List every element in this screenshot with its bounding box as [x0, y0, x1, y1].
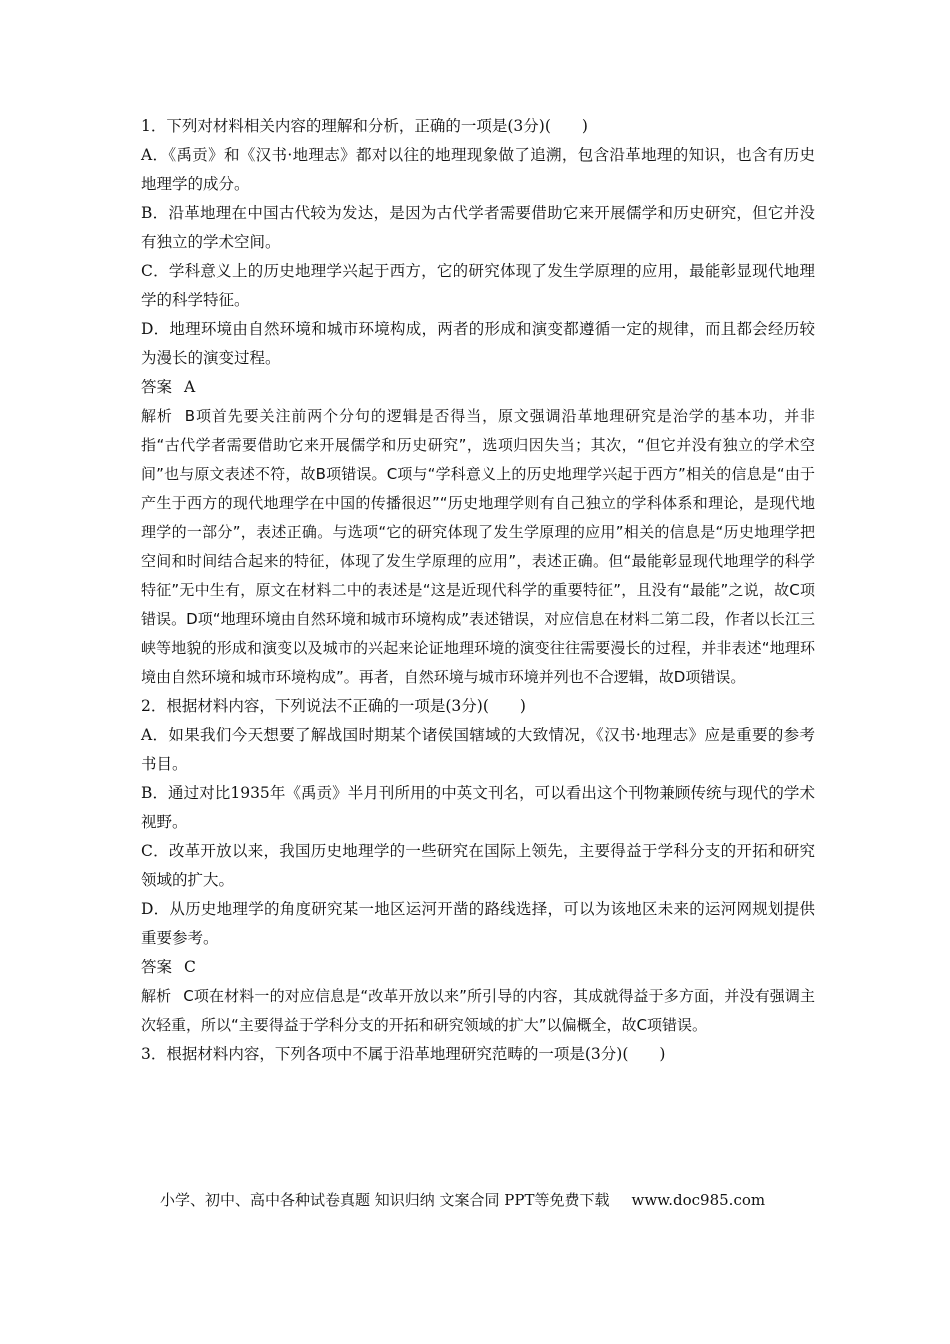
analysis-label: 解析: [141, 407, 173, 425]
answer-value: C: [184, 958, 196, 976]
question-2-answer: [141, 953, 815, 982]
question-2-option-d: D．从历史地理学的角度研究某一地区运河开凿的路线选择，可以为该地区未来的运河网规划提供重要参考。: [141, 900, 815, 947]
question-2-option-a: A．如果我们今天想要了解战国时期某个诸侯国辖域的大致情况，《汉书·地理志》应是重要的参考书目。: [141, 726, 815, 773]
question-2-option-b: B．通过对比1935年《禹贡》半月刊所用的中英文刊名，可以看出这个刊物兼顾传统与现代的学术视野。: [141, 784, 815, 831]
question-2-analysis: [141, 982, 815, 1040]
question-1-option-b: B．沿革地理在中国古代较为发达，是因为古代学者需要借助它来开展儒学和历史研究，但它并没有独立的学术空间。: [141, 204, 815, 251]
question-2-option-c: C．改革开放以来，我国历史地理学的一些研究在国际上领先，主要得益于学科分支的开拓和研究领域的扩大。: [141, 842, 815, 889]
analysis-label: 解析: [141, 987, 172, 1005]
answer-value: A: [184, 378, 196, 396]
question-2-stem: 2．根据材料内容，下列说法不正确的一项是(3分)( ): [141, 697, 526, 715]
footer-text: 小学、初中、高中各种试卷真题 知识归纳 文案合同 PPT等免费下载: [160, 1191, 610, 1209]
question-1-answer: [141, 373, 815, 402]
question-1-option-d: D．地理环境由自然环境和城市环境构成，两者的形成和演变都遵循一定的规律，而且都会经历较为漫长的演变过程。: [141, 320, 815, 367]
answer-label: 答案: [141, 378, 173, 396]
document-body: [141, 112, 815, 1069]
question-1-stem: 1．下列对材料相关内容的理解和分析，正确的一项是(3分)( ): [141, 117, 588, 135]
question-3-stem: 3．根据材料内容，下列各项中不属于沿革地理研究范畴的一项是(3分)( ): [141, 1045, 666, 1063]
analysis-text: C项在材料一的对应信息是“改革开放以来”所引导的内容，其成就得益于多方面，并没有强调主次轻重，所以“主要得益于学科分支的开拓和研究领域的扩大”以偏概全，故C项错误。: [141, 987, 815, 1034]
footer-url: www.doc985.com: [631, 1191, 766, 1209]
page-footer: [160, 1188, 840, 1212]
question-1-option-c: C．学科意义上的历史地理学兴起于西方，它的研究体现了发生学原理的应用，最能彰显现代地理学的科学特征。: [141, 262, 815, 309]
question-1-analysis: [141, 402, 815, 692]
answer-label: 答案: [141, 958, 173, 976]
analysis-text: B项首先要关注前两个分句的逻辑是否得当，原文强调沿革地理研究是治学的基本功，并非指“古代学者需要借助它来开展儒学和历史研究”，选项归因失当；其次，“但它并没有独立的学术空间”也与原文表述不符，故B项错误。C项与“学科意义上的历史地理学兴起于西方”相关的信息是“由于产生于西方的现代地理学在中国的传播很迟”“历史地理学则有自己独立的学科体系和理论，是现代地理学的一部分”，表述正确。与选项“它的研究体现了发生学原理的应用”相关的信息是“历史地理学把空间和时间结合起来的特征，体现了发生学原理的应用”，表述正确。但“最能彰显现代地理学的科学特征”无中生有，原文在材料二中的表述是“这是近现代科学的重要特征”，且没有“最能”之说，故C项错误。D项“地理环境由自然环境和城市环境构成”表述错误，对应信息在材料二第二段，作者以长江三峡等地貌的形成和演变以及城市的兴起来论证地理环境的演变往往需要漫长的过程，并非表述“地理环境由自然环境和城市环境构成”。再者，自然环境与城市环境并列也不合逻辑，故D项错误。: [141, 407, 815, 686]
question-1-option-a: A．《禹贡》和《汉书·地理志》都对以往的地理现象做了追溯，包含沿革地理的知识，也含有历史地理学的成分。: [141, 146, 815, 193]
